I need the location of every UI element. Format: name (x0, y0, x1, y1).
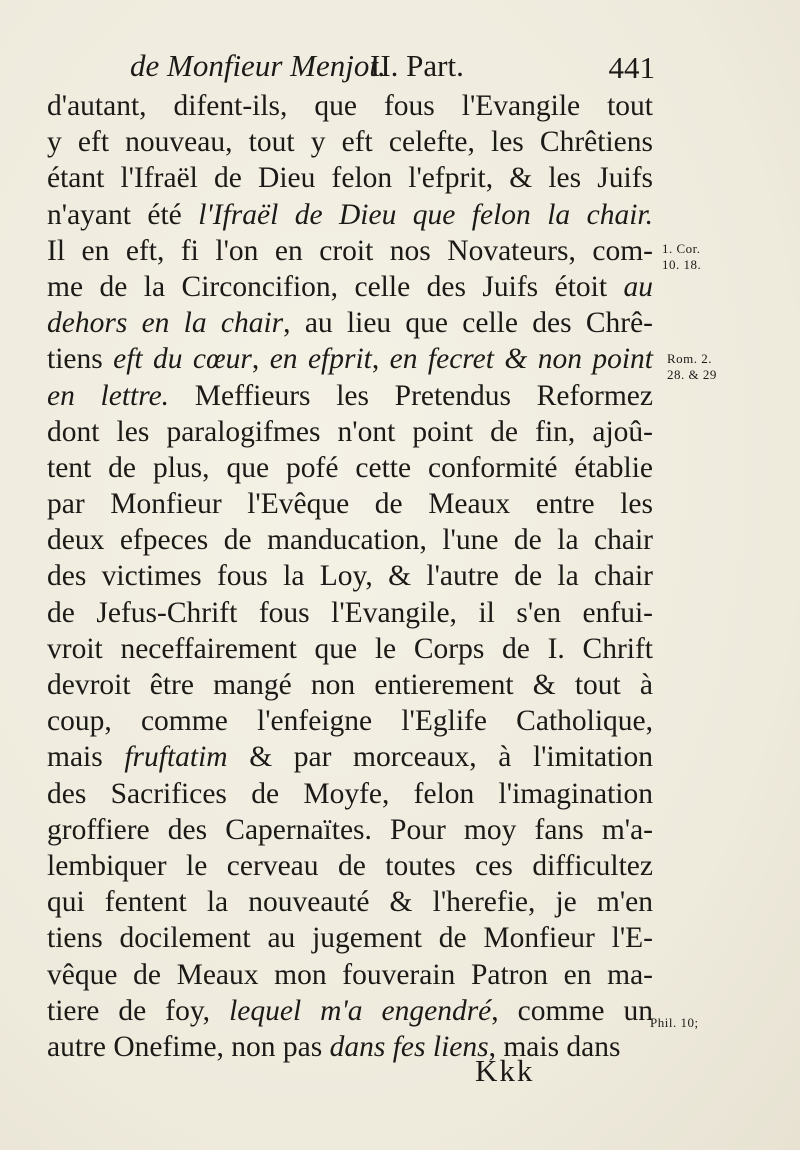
text-span: , comme un (491, 994, 653, 1027)
text-line (47, 450, 653, 486)
text-line (47, 341, 653, 377)
margin-note-rom (667, 351, 717, 383)
text-line (47, 631, 653, 667)
italic-span: fruftatim (124, 741, 228, 774)
text-span: tiere de foy, (47, 994, 230, 1027)
text-span: d'autant, difent-ils, que fous l'Evangile tout (47, 90, 653, 122)
text-span: devroit être mangé non entierement & tout à (47, 669, 653, 701)
italic-span: en efprit (269, 343, 372, 376)
text-span: vêque de Meaux mon fouverain Patron en ma- (47, 958, 653, 991)
text-line (47, 197, 653, 233)
text-line (47, 558, 653, 594)
text-span: autre Onefime, non pas (47, 1030, 330, 1063)
text-span: mais (47, 741, 125, 774)
text-span: Il en eft, fi l'on en croit nos Novateurs, com- (47, 234, 653, 267)
text-span: des victimes fous la Loy, & l'autre de la chair (47, 560, 653, 593)
text-span: , (251, 343, 270, 376)
text-span: n'ayant été (47, 198, 199, 231)
text-span: étant l'Ifraël de Dieu felon l'efprit, & les Juifs (47, 162, 653, 195)
text-span: lembiquer le cerveau de toutes ces difficultez (47, 849, 653, 882)
text-line (47, 378, 653, 414)
text-span: tent de plus, que pofé cette conformité établie (47, 451, 653, 484)
italic-span: au (623, 270, 653, 303)
text-line (47, 776, 653, 812)
text-span: tiens (47, 343, 114, 376)
signature-mark: Kkk (475, 1053, 535, 1088)
text-span: y eft nouveau, tout y eft celefte, les Chrêtiens (47, 126, 653, 159)
text-line (47, 88, 653, 124)
text-span: Meffieurs les Pretendus Reformez (169, 379, 653, 412)
text-span: de Jefus-Chrift fous l'Evangile, il s'en enfui- (47, 596, 653, 629)
text-span: deux efpeces de manducation, l'une de la chair (47, 524, 653, 557)
body-text (47, 88, 653, 1065)
text-line (47, 884, 653, 920)
text-line (47, 920, 653, 956)
text-line (47, 993, 653, 1029)
margin-note-line: Rom. 2. (667, 351, 713, 366)
margin-note-phil (650, 1015, 699, 1031)
text-line (47, 233, 653, 269)
italic-span: dans fes liens (329, 1030, 489, 1063)
text-line (47, 957, 653, 993)
text-line (47, 703, 653, 739)
running-header (130, 48, 655, 88)
text-span: par Monfieur l'Evêque de Meaux entre les (47, 488, 653, 521)
text-line (47, 812, 653, 848)
text-span: tiens docilement au jugement de Monfieur l'E- (47, 922, 653, 955)
italic-span: eft du cœur (113, 343, 252, 376)
text-line (47, 848, 653, 884)
text-line (47, 305, 653, 341)
text-line (47, 739, 653, 775)
italic-span: dehors en la chair (47, 307, 284, 340)
text-span: dont les paralogifmes n'ont point de fin, ajoû- (47, 415, 653, 448)
text-line (47, 124, 653, 160)
margin-note-cor (662, 241, 701, 273)
page-number: 441 (608, 50, 655, 85)
text-span: , au lieu que celle des Chrê- (283, 307, 653, 340)
text-line (47, 595, 653, 631)
text-span: vroit neceffairement que le Corps de I. Chrift (47, 632, 653, 665)
text-line (47, 414, 653, 450)
text-span: , (371, 343, 390, 376)
margin-note-line: 10. 18. (662, 257, 702, 272)
italic-span: en fecret & non point (389, 343, 654, 376)
text-line (47, 667, 653, 703)
text-span: & par morceaux, à l'imitation (227, 741, 654, 774)
text-span: groffiere des Capernaïtes. Pour moy fans m'a- (47, 813, 653, 846)
text-span: coup, comme l'enfeigne l'Eglife Catholique, (47, 705, 653, 738)
text-line (47, 269, 653, 305)
text-span: qui fentent la nouveauté & l'herefie, je m'en (47, 886, 653, 919)
text-line (47, 486, 653, 522)
italic-span: en lettre. (47, 379, 170, 412)
part-label: II. Part. (370, 48, 464, 83)
margin-note-line: Phil. 10; (650, 1015, 699, 1030)
text-span: me de la Circoncifion, celle des Juifs étoit (47, 270, 624, 303)
text-line (47, 522, 653, 558)
text-line (47, 1029, 653, 1065)
running-title: de Monfieur Menjot. (130, 48, 386, 83)
text-line (47, 160, 653, 196)
margin-note-line: 28. & 29 (667, 367, 717, 382)
margin-note-line: 1. Cor. (662, 241, 701, 256)
text-span: des Sacrifices de Moyfe, felon l'imagination (47, 777, 653, 810)
text-span: , mais dans (488, 1030, 621, 1063)
italic-span: l'Ifraël de Dieu que felon la chair. (198, 198, 653, 231)
italic-span: lequel m'a engendré (229, 994, 492, 1027)
